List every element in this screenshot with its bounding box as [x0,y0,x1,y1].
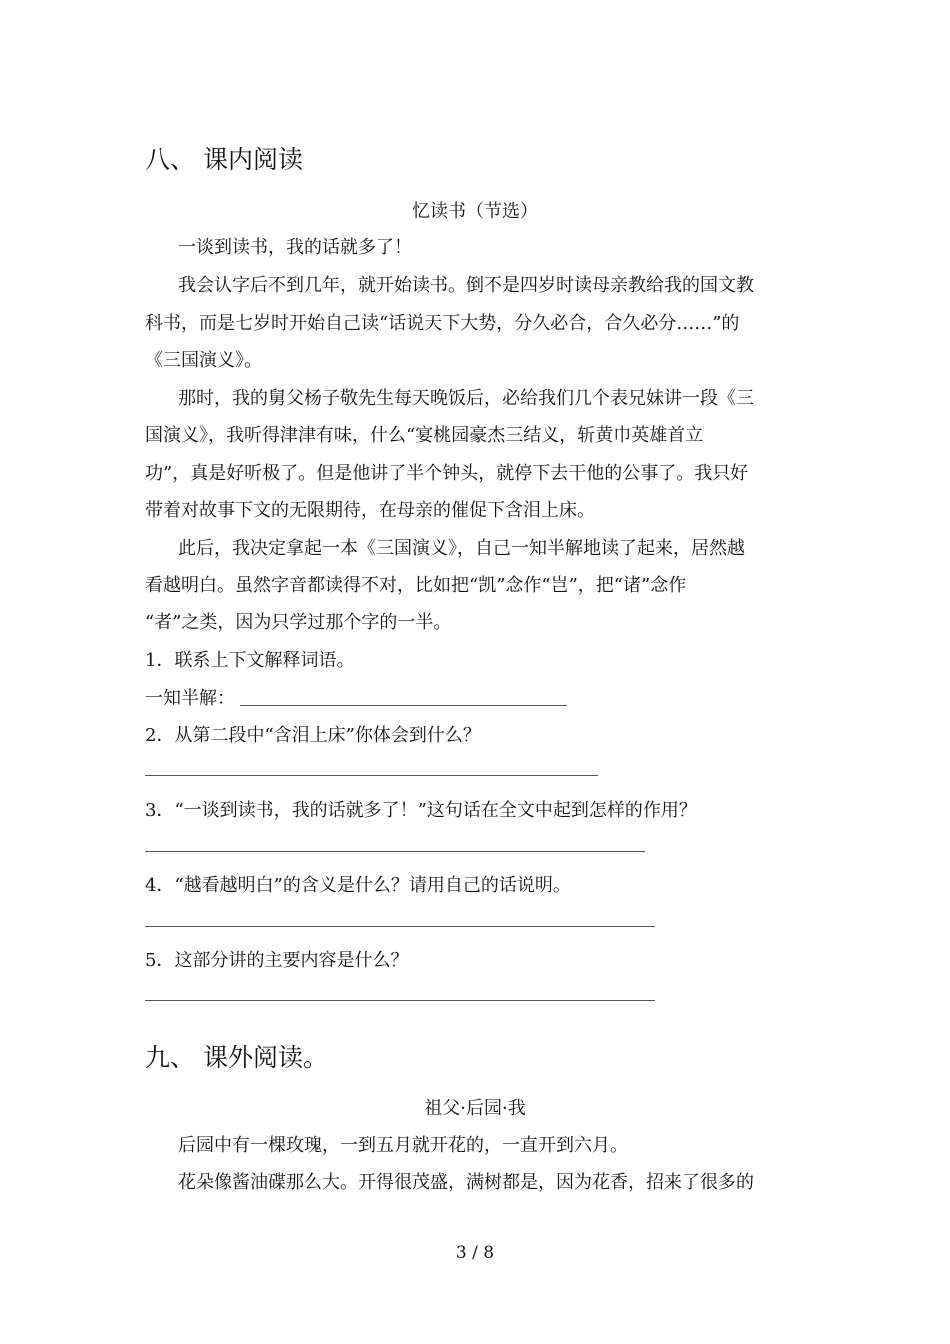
question-3: 3．“一谈到读书，我的话就多了！”这句话在全文中起到怎样的作用？ [145,800,697,821]
answer-line[interactable] [240,705,567,706]
question-1: 1．联系上下文解释词语。 [145,650,355,671]
paragraph-line: “者”之类，因为只学过那个字的一半。 [145,612,452,633]
page-number: 3 / 8 [455,1243,495,1263]
paragraph-line: 功”，真是好听极了。但是他讲了半个钟头，就停下去干他的公事了。我只好 [145,463,749,484]
question-1-term-label: 一知半解： [145,688,235,709]
section-9-heading: 九、 课外阅读。 [145,1043,328,1072]
passage-title: 忆读书（节选） [412,201,538,222]
question-2: 2．从第二段中“含泪上床”你体会到什么？ [145,725,481,746]
paragraph-line: 花朵像酱油碟那么大。开得很茂盛，满树都是，因为花香，招来了很多的 [178,1172,754,1193]
paragraph-line: 国演义》，我听得津津有味，什么“宴桃园豪杰三结义，斩黄巾英雄首立 [145,425,704,446]
answer-line[interactable] [145,926,655,927]
paragraph-line: 科书，而是七岁时开始自己读“话说天下大势，分久必合，合久必分……”的 [145,313,740,334]
paragraph-line: 看越明白。虽然字音都读得不对，比如把“凯”念作“岂”，把“诸”念作 [145,575,687,596]
question-5: 5．这部分讲的主要内容是什么？ [145,950,409,971]
paragraph-line: 此后，我决定拿起一本《三国演义》，自己一知半解地读了起来，居然越 [178,538,745,559]
paragraph-line: 带着对故事下文的无限期待，在母亲的催促下含泪上床。 [145,500,595,521]
answer-line[interactable] [145,775,598,776]
passage-title: 祖父·后园·我 [424,1098,526,1119]
question-4: 4．“越看越明白”的含义是什么？请用自己的话说明。 [145,875,571,896]
paragraph-line: 我会认字后不到几年，就开始读书。倒不是四岁时读母亲教给我的国文教 [178,275,754,296]
answer-line[interactable] [145,851,645,852]
section-8-heading: 八、 课内阅读 [145,145,303,174]
answer-line[interactable] [145,1000,655,1001]
paragraph-line: 后园中有一棵玫瑰，一到五月就开花的，一直开到六月。 [178,1135,628,1156]
paragraph-line: 《三国演义》。 [145,350,262,371]
paragraph-line: 一谈到读书，我的话就多了！ [178,237,412,258]
paragraph-line: 那时，我的舅父杨子敬先生每天晚饭后，必给我们几个表兄妹讲一段《三 [178,388,754,409]
